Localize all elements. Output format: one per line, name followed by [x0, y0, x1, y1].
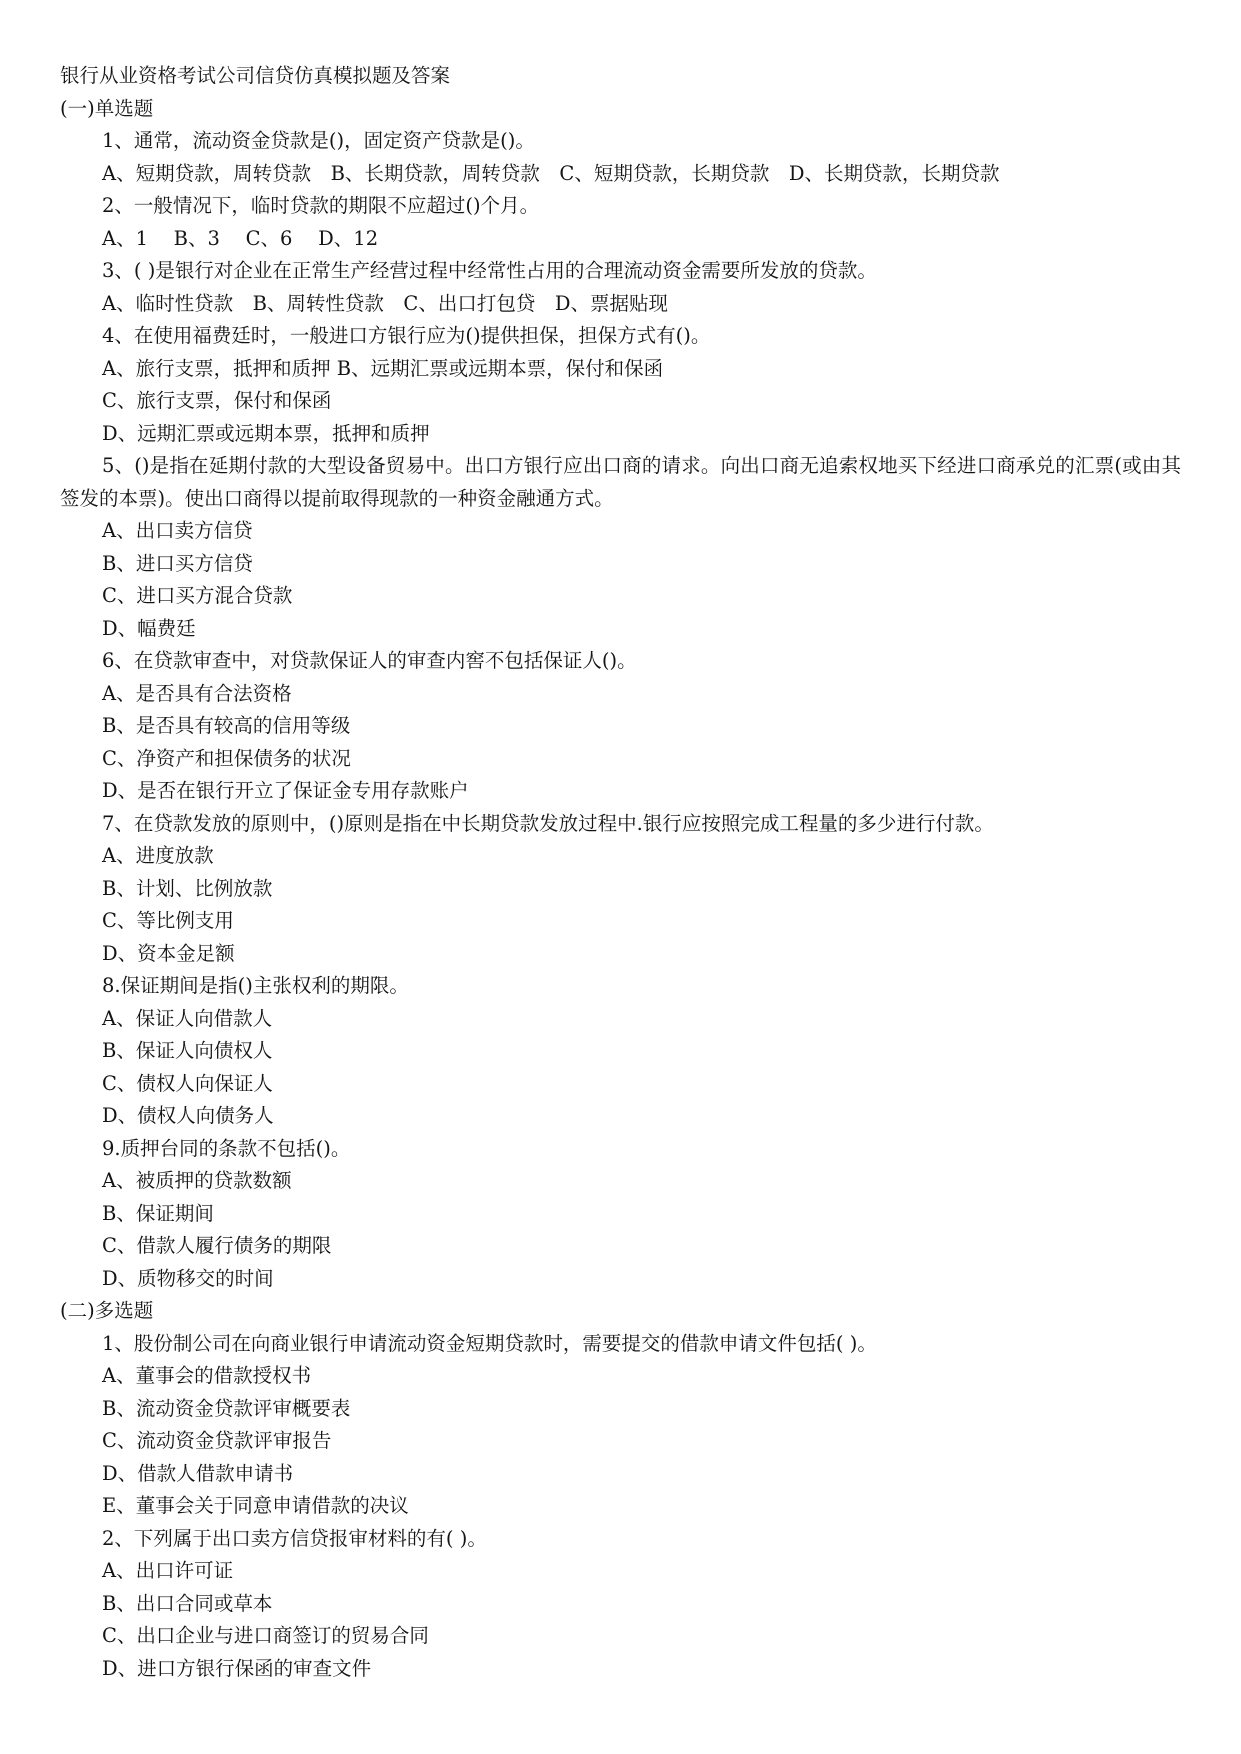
question-option: A、出口许可证	[102, 1559, 234, 1582]
question-stem: 6、在贷款审查中，对贷款保证人的审查内窖不包括保证人()。	[102, 649, 637, 672]
question-option: C、出口企业与进口商签订的贸易合同	[102, 1624, 429, 1647]
question-option: C、债权人向保证人	[102, 1071, 273, 1095]
question-option: D、债权人向债务人	[102, 1104, 274, 1127]
question-option: B、保证人向债权人	[102, 1039, 273, 1062]
question-stem: 4、在使用福费廷时，一般进口方银行应为()提供担保，担保方式有()。	[102, 324, 711, 347]
question-options: A、短期贷款，周转贷款 B、长期贷款，周转贷款 C、短期贷款，长期贷款 D、长期贷款，长期贷款	[102, 161, 1000, 185]
question-option: D、质物移交的时间	[102, 1266, 274, 1290]
section-heading-multi: (二)多选题	[60, 1299, 154, 1322]
question-option: B、出口合同或草本	[102, 1591, 273, 1615]
question-stem: 3、( )是银行对企业在正常生产经营过程中经常性占用的合理流动资金需要所发放的贷款。	[102, 259, 877, 282]
question-option: A、保证人向借款人	[102, 1006, 273, 1030]
question-stem: 2、一般情况下，临时贷款的期限不应超过()个月。	[102, 194, 540, 217]
question-options: A、1 B、3 C、6 D、12	[102, 226, 379, 250]
document-title: 银行从业资格考试公司信贷仿真模拟题及答案	[60, 64, 451, 87]
question-option: A、董事会的借款授权书	[102, 1364, 312, 1387]
question-stem: 9.质押台同的条款不包括()。	[102, 1136, 351, 1160]
question-option: D、进口方银行保函的审查文件	[102, 1656, 372, 1680]
question-option: C、等比例支用	[102, 909, 234, 932]
question-option: C、进口买方混合贷款	[102, 584, 293, 607]
question-option: A、是否具有合法资格	[102, 681, 292, 705]
question-stem: 5、()是指在延期付款的大型设备贸易中。出口方银行应出口商的请求。向出口商无追索权地买下经进口商承兑的汇票(或由其签发的本票)。使出口商得以提前取得现款的一种资金融通方式。	[60, 454, 1181, 510]
section-heading-single: (一)单选题	[60, 96, 154, 120]
question-option: A、出口卖方信贷	[102, 519, 253, 542]
question-option: B、计划、比例放款	[102, 876, 273, 900]
question-option: C、流动资金贷款评审报告	[102, 1429, 332, 1452]
question-stem: 1、股份制公司在向商业银行申请流动资金短期贷款时，需要提交的借款申请文件包括( )。	[102, 1331, 877, 1355]
question-option: B、保证期间	[102, 1201, 214, 1225]
question-option: C、净资产和担保债务的状况	[102, 746, 351, 770]
question-option: A、被质押的贷款数额	[102, 1169, 292, 1192]
question-stem: 8.保证期间是指()主张权利的期限。	[102, 974, 409, 997]
question-stem: 7、在贷款发放的原则中，()原则是指在中长期贷款发放过程中.银行应按照完成工程量的多少进行付款。	[102, 811, 994, 835]
question-option: D、幅费廷	[102, 616, 196, 640]
question-option: C、旅行支票，保付和保函	[102, 389, 332, 412]
question-option: D、借款人借款申请书	[102, 1461, 294, 1485]
question-options: A、临时性贷款 B、周转性贷款 C、出口打包贷 D、票据贴现	[102, 291, 668, 315]
question-option: E、董事会关于同意申请借款的决议	[102, 1494, 409, 1517]
question-option: B、是否具有较高的信用等级	[102, 714, 351, 737]
question-option: B、进口买方信贷	[102, 551, 253, 575]
question-option: B、流动资金贷款评审概要表	[102, 1396, 351, 1420]
question-option: C、借款人履行债务的期限	[102, 1234, 332, 1257]
question-stem: 1、通常，流动资金贷款是()，固定资产贷款是()。	[102, 129, 535, 152]
question-stem: 2、下列属于出口卖方信贷报审材料的有( )。	[102, 1526, 487, 1550]
question-option: A、旅行支票，抵押和质押 B、远期汇票或远期本票，保付和保函	[102, 356, 664, 380]
question-option: D、远期汇票或远期本票，抵押和质押	[102, 421, 430, 445]
question-option: A、进度放款	[102, 844, 214, 867]
question-option: D、资本金足额	[102, 941, 235, 965]
question-option: D、是否在银行开立了保证金专用存款账户	[102, 779, 469, 802]
